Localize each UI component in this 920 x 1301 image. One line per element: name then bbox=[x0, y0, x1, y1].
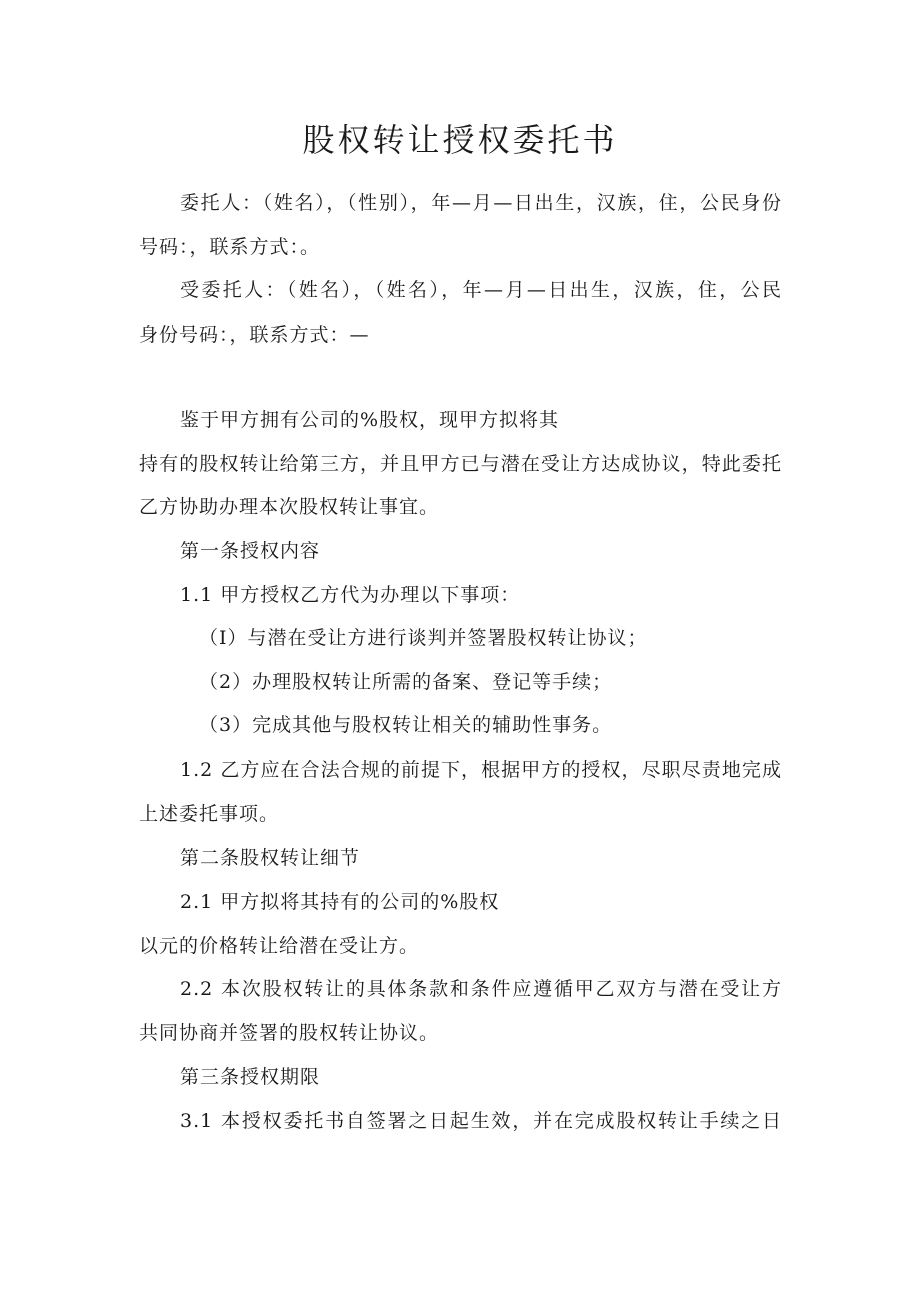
principal-line-1: 委托人：（姓名），（性别），年—月—日出生，汉族，住，公民身份 bbox=[180, 192, 782, 214]
article-2-heading: 第二条股权转让细节 bbox=[180, 847, 361, 869]
document-title: 股权转让授权委托书 bbox=[302, 121, 618, 159]
clause-1-2-line-2: 上述委托事项。 bbox=[139, 803, 280, 825]
clause-1-1-item-3: （3）完成其他与股权转让相关的辅助性事务。 bbox=[199, 714, 613, 736]
clause-1-1-item-2: （2）办理股权转让所需的备案、登记等手续； bbox=[199, 671, 613, 693]
article-1-heading: 第一条授权内容 bbox=[180, 540, 321, 562]
clause-1-2-line-1: 1.2 乙方应在合法合规的前提下，根据甲方的授权，尽职尽责地完成 bbox=[180, 759, 782, 781]
article-3-heading: 第三条授权期限 bbox=[180, 1066, 321, 1088]
clause-2-2-line-2: 共同协商并签署的股权转让协议。 bbox=[139, 1022, 440, 1044]
clause-1-1-item-1: （I）与潜在受让方进行谈判并签署股权转让协议； bbox=[199, 627, 648, 649]
agent-line-2: 身份号码：，联系方式：— bbox=[139, 324, 370, 346]
preamble-line-3: 乙方协助办理本次股权转让事宜。 bbox=[139, 496, 440, 518]
preamble-line-1: 鉴于甲方拥有公司的%股权，现甲方拟将其 bbox=[180, 409, 560, 431]
clause-2-2-line-1: 2.2 本次股权转让的具体条款和条件应遵循甲乙双方与潜在受让方 bbox=[180, 978, 782, 1000]
clause-2-1-line-2: 以元的价格转让给潜在受让方。 bbox=[139, 935, 420, 957]
preamble-line-2: 持有的股权转让给第三方，并且甲方已与潜在受让方达成协议，特此委托 bbox=[139, 453, 782, 475]
agent-line-1: 受委托人：（姓名），（姓名），年—月—日出生，汉族，住，公民 bbox=[180, 279, 782, 301]
clause-2-1-line-1: 2.1 甲方拟将其持有的公司的%股权 bbox=[180, 891, 500, 913]
clause-1-1: 1.1 甲方授权乙方代为办理以下事项： bbox=[180, 584, 521, 606]
principal-line-2: 号码：，联系方式：。 bbox=[139, 236, 321, 258]
clause-3-1-line-1: 3.1 本授权委托书自签署之日起生效，并在完成股权转让手续之日 bbox=[180, 1110, 782, 1132]
